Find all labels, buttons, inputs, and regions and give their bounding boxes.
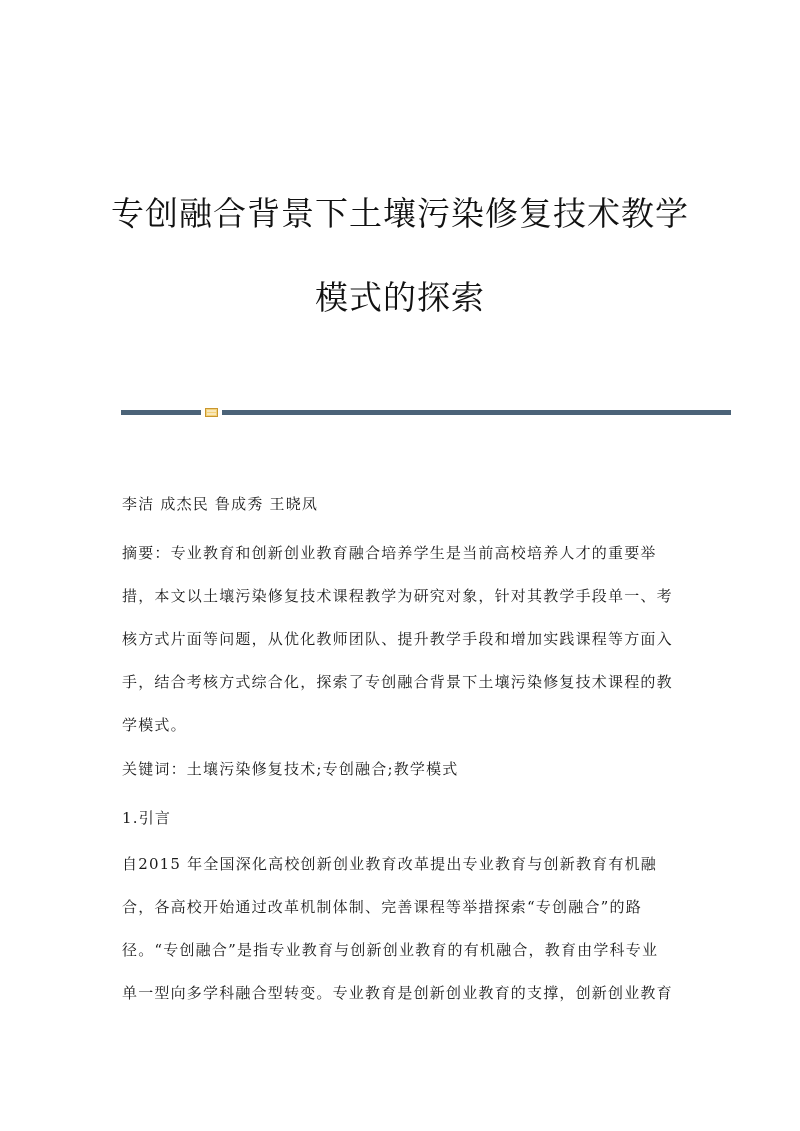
abstract-line: 学模式。 — [122, 716, 187, 734]
body-line: 合，各高校开始通过改革机制体制、完善课程等举措探索“专创融合”的路 — [122, 898, 642, 916]
abstract-line: 摘要：专业教育和创新创业教育融合培养学生是当前高校培养人才的重要举 — [122, 544, 657, 562]
section-heading-introduction: 1.引言 — [122, 809, 172, 827]
body-line: 单一型向多学科融合型转变。专业教育是创新创业教育的支撑，创新创业教育 — [122, 984, 673, 1002]
body-line: 自2015 年全国深化高校创新创业教育改革提出专业教育与创新教育有机融 — [122, 855, 657, 873]
paper-title-line-1: 专创融合背景下土壤污染修复技术教学 — [111, 194, 689, 233]
authors: 李洁 成杰民 鲁成秀 王晓凤 — [122, 495, 319, 513]
abstract-line: 手，结合考核方式综合化，探索了专创融合背景下土壤污染修复技术课程的教 — [122, 673, 673, 691]
abstract-line: 核方式片面等问题，从优化教师团队、提升教学手段和增加实践课程等方面入 — [122, 630, 673, 648]
body-line: 径。“专创融合”是指专业教育与创新创业教育的有机融合，教育由学科专业 — [122, 941, 659, 959]
keywords: 关键词：土壤污染修复技术;专创融合;教学模式 — [122, 760, 459, 778]
title-divider — [121, 408, 731, 416]
paper-title-line-2: 模式的探索 — [315, 278, 485, 317]
divider-ornament-icon — [205, 408, 218, 417]
divider-bar-left — [121, 410, 201, 415]
abstract-line: 措，本文以土壤污染修复技术课程教学为研究对象，针对其教学手段单一、考 — [122, 587, 673, 605]
divider-bar-right — [222, 410, 731, 415]
